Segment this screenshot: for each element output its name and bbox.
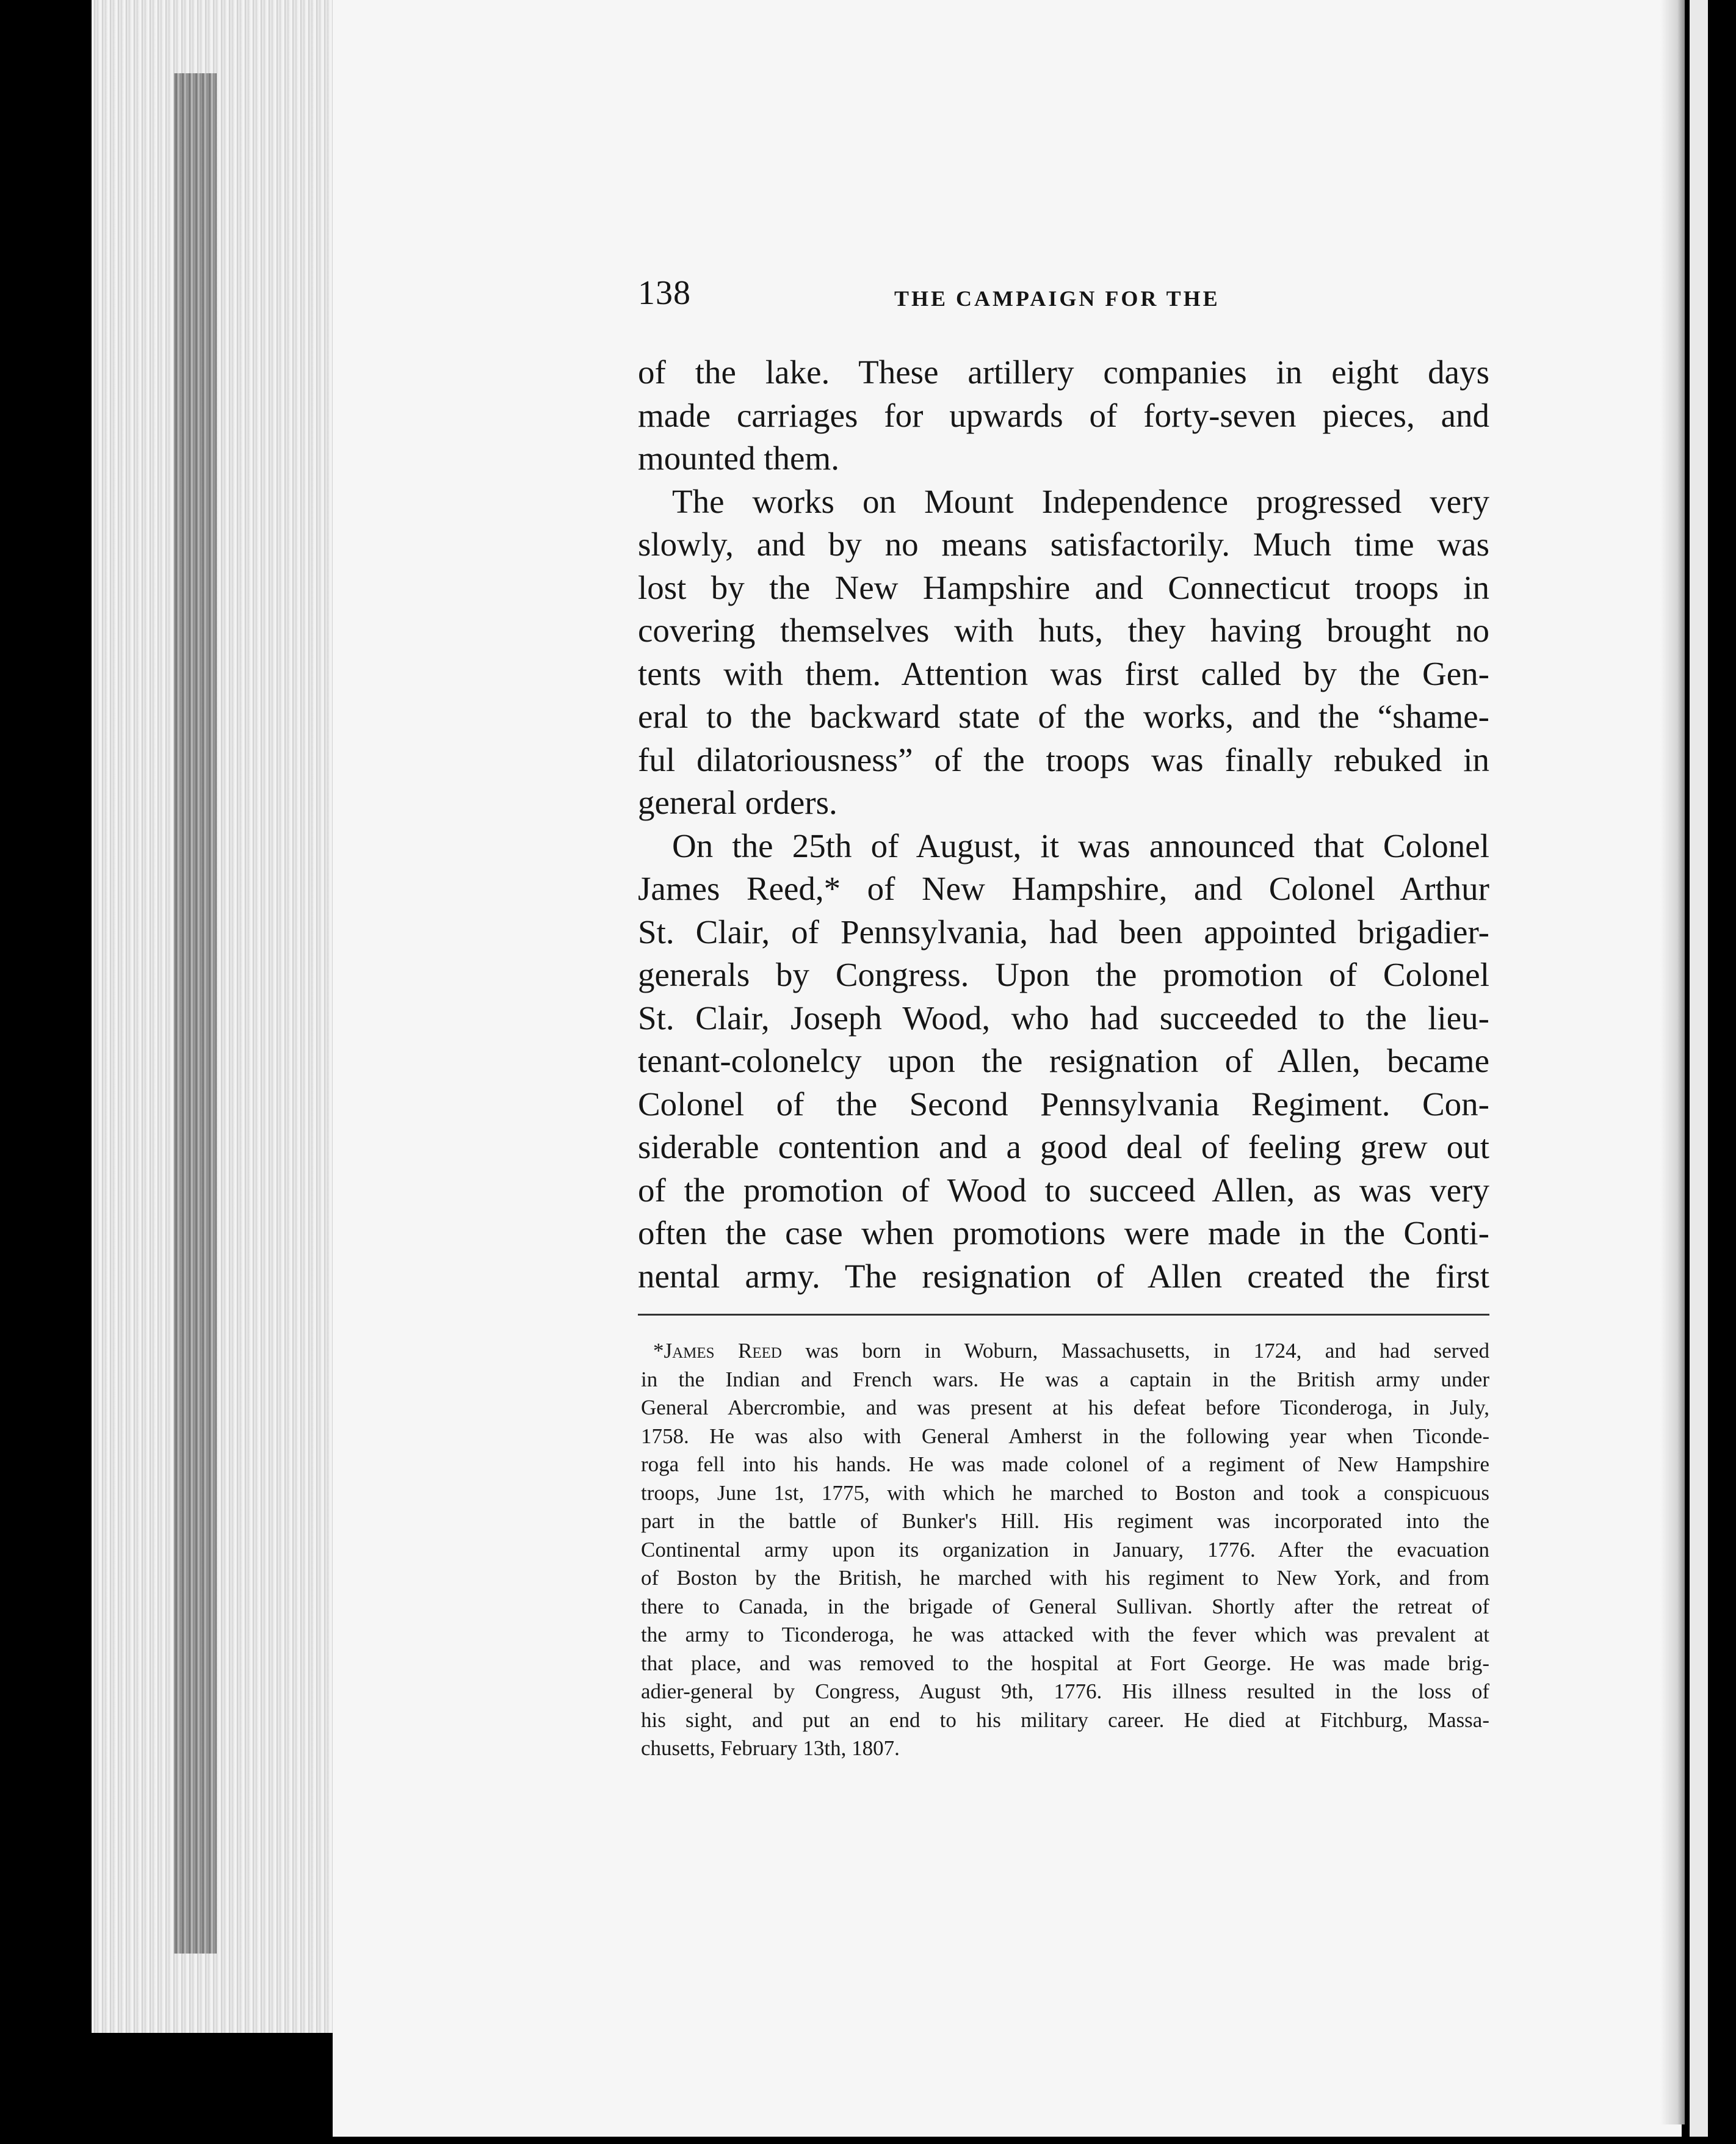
body-text bbox=[638, 351, 1489, 1298]
footnote-line bbox=[641, 1337, 1489, 1366]
body-line: St. Clair, of Pennsylvania, had been appointed brigadier- bbox=[638, 913, 1489, 951]
footnote-first-line: was born in Woburn, Massachusetts, in 1724, and had served bbox=[781, 1339, 1489, 1363]
body-line: tenant-colonelcy upon the resignation of Allen, became bbox=[638, 1042, 1489, 1079]
footnote-line: his sight, and put an end to his military career. He died at Fitchburg, Massa- bbox=[641, 1708, 1489, 1732]
body-line: covering themselves with huts, they having brought no bbox=[638, 612, 1489, 649]
body-line: slowly, and by no means satisfactorily. Much time was bbox=[638, 526, 1489, 563]
footnote-line: chusetts, February 13th, 1807. bbox=[641, 1736, 900, 1760]
footnote-line: roga fell into his hands. He was made colonel of a regiment of New Hampshire bbox=[641, 1452, 1489, 1476]
body-line: James Reed,* of New Hampshire, and Colonel Arthur bbox=[638, 870, 1489, 907]
footnote-rule bbox=[638, 1314, 1489, 1316]
facing-page-edge bbox=[1690, 0, 1708, 2137]
footnote-line: of Boston by the British, he marched with his regiment to New York, and from bbox=[641, 1566, 1489, 1590]
footnote-line: General Abercrombie, and was present at his defeat before Ticonderoga, in July, bbox=[641, 1396, 1489, 1419]
body-line: of the lake. These artillery companies in eight days bbox=[638, 353, 1489, 391]
body-line: nental army. The resignation of Allen created the first bbox=[638, 1257, 1489, 1295]
page-number: 138 bbox=[638, 274, 691, 312]
footnote-line: 1758. He was also with General Amherst in the following year when Ticonde- bbox=[641, 1424, 1489, 1448]
body-line: lost by the New Hampshire and Connecticut troops in bbox=[638, 568, 1489, 606]
footnote-line: part in the battle of Bunker's Hill. His regiment was incorporated into the bbox=[641, 1509, 1489, 1533]
body-line: generals by Congress. Upon the promotion of Colonel bbox=[638, 956, 1489, 993]
footnote-name: James Reed bbox=[664, 1339, 782, 1363]
body-line: of the promotion of Wood to succeed Allen, as was very bbox=[638, 1171, 1489, 1209]
body-line: eral to the backward state of the works, and the “shame- bbox=[638, 698, 1489, 735]
body-line: The works on Mount Independence progressed very bbox=[672, 482, 1489, 520]
footnote-line: there to Canada, in the brigade of General Sullivan. Shortly after the retreat of bbox=[641, 1594, 1489, 1618]
body-line: general orders. bbox=[638, 784, 837, 821]
body-line: often the case when promotions were made in the Conti- bbox=[638, 1214, 1489, 1251]
body-line: On the 25th of August, it was announced that Colonel bbox=[672, 827, 1489, 864]
footnote bbox=[641, 1337, 1489, 1763]
body-line: mounted them. bbox=[638, 440, 839, 477]
footnote-line: Continental army upon its organization in January, 1776. After the evacuation bbox=[641, 1537, 1489, 1562]
running-head bbox=[638, 273, 1492, 322]
footnote-line: in the Indian and French wars. He was a captain in the British army under bbox=[641, 1367, 1489, 1391]
footnote-marker: * bbox=[653, 1339, 664, 1363]
body-line: tents with them. Attention was first called by the Gen- bbox=[638, 654, 1489, 692]
running-title: THE CAMPAIGN FOR THE bbox=[894, 286, 1220, 311]
body-line: made carriages for upwards of forty-seven pieces, and bbox=[638, 396, 1489, 434]
footnote-line: adier-general by Congress, August 9th, 1776. His illness resulted in the loss of bbox=[641, 1679, 1489, 1703]
body-line: ful dilatoriousness” of the troops was finally rebuked in bbox=[638, 741, 1489, 778]
footnote-line: troops, June 1st, 1775, with which he marched to Boston and took a conspicuous bbox=[641, 1480, 1489, 1505]
page-gutter-shadow bbox=[1660, 0, 1685, 2124]
body-line: siderable contention and a good deal of feeling grew out bbox=[638, 1128, 1489, 1165]
body-line: Colonel of the Second Pennsylvania Regiment. Con- bbox=[638, 1085, 1489, 1123]
body-line: St. Clair, Joseph Wood, who had succeeded to the lieu- bbox=[638, 999, 1489, 1037]
footnote-line: that place, and was removed to the hospital at Fort George. He was made brig- bbox=[641, 1651, 1489, 1675]
book-edge-shadow bbox=[174, 73, 217, 1954]
footnote-line: the army to Ticonderoga, he was attacked with the fever which was prevalent at bbox=[641, 1623, 1489, 1646]
